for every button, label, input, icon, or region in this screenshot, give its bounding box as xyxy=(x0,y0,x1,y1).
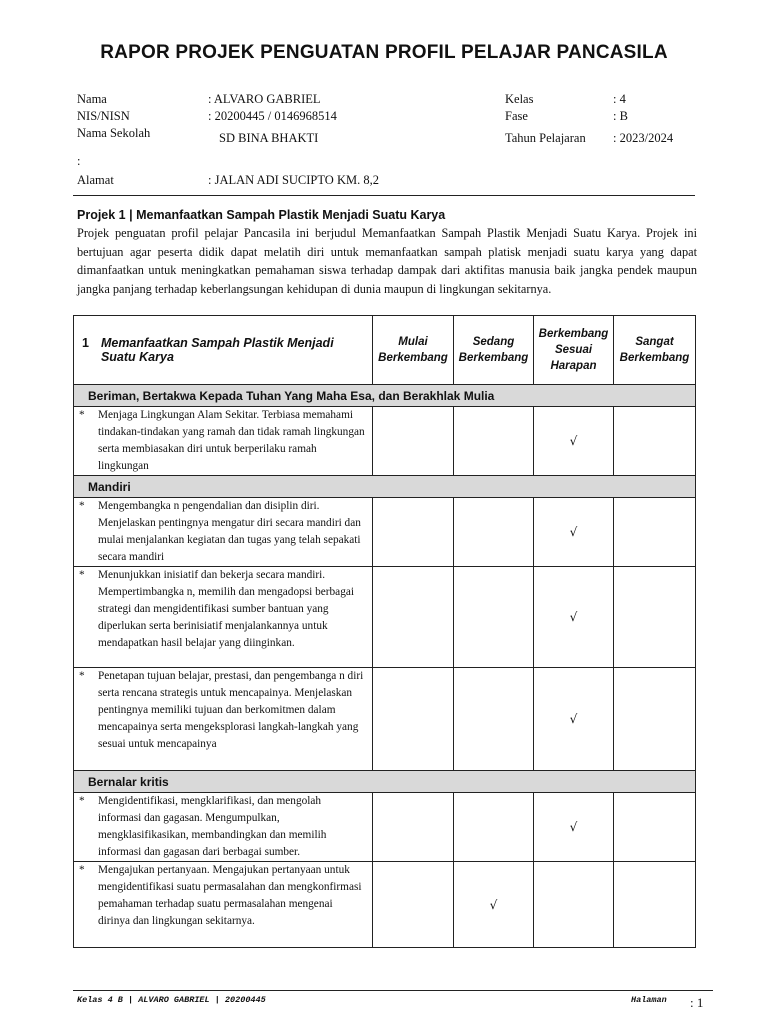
page-number: : 1 xyxy=(690,995,704,1010)
project-heading: Projek 1 | Memanfaatkan Sampah Plastik Menjadi Suatu Karya xyxy=(77,208,446,222)
item-text: Menjaga Lingkungan Alam Sekitar. Terbiasa memahami tindakan-tindakan yang ramah dan tidak ramah lingkungan serta membiasakan diri untuk berperilaku ramah lingkungan xyxy=(98,409,365,472)
item-text: Mengajukan pertanyaan. Mengajukan pertanyaan untuk mengidentifikasi suatu permasalahan dan mengkonfirmasi pemahaman terhadap suatu permasalahan mengenai dirinya dan lingkungan sekitarnya. xyxy=(98,864,362,927)
sekolah-colon: : xyxy=(77,154,81,168)
bullet: * xyxy=(79,670,85,682)
cell-mb xyxy=(373,567,454,668)
header-sedang-berkembang: Sedang Berkembang xyxy=(454,316,534,385)
footer-student-info: Kelas 4 B | ALVARO GABRIEL | 20200445 xyxy=(77,995,266,1005)
item-description xyxy=(74,407,373,476)
project-description: Projek penguatan profil pelajar Pancasila ini berjudul Memanfaatkan Sampah Plastik Menjadi Suatu Karya. Projek ini bertujuan agar peserta didik dapat melatih diri untuk memanfaatkan sampah platisk menjadi suatu karya yang dapat dimanfaatkan untuk meningkatkan pemahaman siswa terhadap dampak dari aktifitas manusia baik jangka pendek maupun jangka panjang terhadap keberlangsungan kehidupan di dunia maupun di lingkungan sekitarnya. xyxy=(77,226,697,296)
cell-mb xyxy=(373,862,454,948)
nisn-value: : 20200445 / 0146968514 xyxy=(208,109,337,123)
table-row xyxy=(74,793,696,862)
table-row xyxy=(74,668,696,771)
check-mark: √ xyxy=(534,498,614,567)
cell-sb xyxy=(454,567,534,668)
check-mark: √ xyxy=(534,407,614,476)
cell-sb xyxy=(454,668,534,771)
tahun-label: Tahun Pelajaran xyxy=(505,131,586,145)
header-mulai-berkembang: Mulai Berkembang xyxy=(373,316,454,385)
section-mandiri: Mandiri xyxy=(74,476,696,498)
item-text: Mengidentifikasi, mengklarifikasi, dan mengolah informasi dan gagasan. Mengumpulkan, mengklasifikasikan, membandingkan dan memilih informasi dan gagasan dari berbagai sumber. xyxy=(98,795,327,858)
bullet: * xyxy=(79,409,85,421)
check-mark: √ xyxy=(534,668,614,771)
cell-sb xyxy=(454,498,534,567)
cell-sb xyxy=(454,793,534,862)
kelas-value: : 4 xyxy=(613,92,626,106)
item-description xyxy=(74,567,373,668)
tahun-value: : 2023/2024 xyxy=(613,131,674,145)
identity-divider xyxy=(73,195,695,196)
bullet: * xyxy=(79,569,85,581)
section-row xyxy=(74,771,696,793)
header-sangat-berkembang: Sangat Berkembang xyxy=(614,316,696,385)
project-column-header xyxy=(74,316,373,385)
cell-sab xyxy=(614,793,696,862)
item-text: Penetapan tujuan belajar, prestasi, dan pengembanga n diri serta rencana strategis untuk mencapainya. Menjelaskan pentingnya memiliki tujuan dan berkomitmen dalam mencapainya serta mengeksplorasi langkah-langkah yang sesuai untuk mencapainya xyxy=(98,670,364,750)
item-description xyxy=(74,498,373,567)
cell-sab xyxy=(614,862,696,948)
sekolah-value: SD BINA BHAKTI xyxy=(219,131,319,145)
alamat-label: Alamat xyxy=(77,173,114,187)
bullet: * xyxy=(79,864,85,876)
cell-sab xyxy=(614,498,696,567)
cell-mb xyxy=(373,793,454,862)
cell-sb xyxy=(454,407,534,476)
cell-sab xyxy=(614,567,696,668)
kelas-label: Kelas xyxy=(505,92,534,106)
item-text: Mengembangka n pengendalian dan disiplin diri. Menjelaskan pentingnya mengatur diri secara mandiri dan mulai menjalankan kegiatan dan tugas yang telah sepakati secara mandiri xyxy=(98,500,361,563)
project-name: Memanfaatkan Sampah Plastik Menjadi Suatu Karya xyxy=(100,336,334,364)
bullet: * xyxy=(79,500,85,512)
table-row xyxy=(74,498,696,567)
item-text: Menunjukkan inisiatif dan bekerja secara mandiri. Mempertimbangka n, memilih dan mengadopsi berbagai strategi dan mengidentifikasi sumber bantuan yang diperlukan serta berinisiatif menjalankannya untuk mendapatkan hasil belajar yang diinginkan. xyxy=(98,569,354,649)
section-row xyxy=(74,385,696,407)
cell-sab xyxy=(614,407,696,476)
footer-divider xyxy=(73,990,713,991)
cell-bsh xyxy=(534,862,614,948)
fase-label: Fase xyxy=(505,109,528,123)
item-description xyxy=(74,793,373,862)
table-row xyxy=(74,407,696,476)
cell-mb xyxy=(373,668,454,771)
item-description xyxy=(74,668,373,771)
project-number: 1 xyxy=(82,336,89,350)
report-title: RAPOR PROJEK PENGUATAN PROFIL PELAJAR PANCASILA xyxy=(100,42,668,63)
nama-label: Nama xyxy=(77,92,107,106)
table-row xyxy=(74,567,696,668)
cell-mb xyxy=(373,498,454,567)
bullet: * xyxy=(79,795,85,807)
sekolah-label: Nama Sekolah xyxy=(77,126,151,140)
section-row xyxy=(74,476,696,498)
section-beriman: Beriman, Bertakwa Kepada Tuhan Yang Maha Esa, dan Berakhlak Mulia xyxy=(74,385,696,407)
item-description xyxy=(74,862,373,948)
check-mark: √ xyxy=(534,793,614,862)
assessment-table xyxy=(73,315,696,948)
nama-value: : ALVARO GABRIEL xyxy=(208,92,321,106)
cell-sab xyxy=(614,668,696,771)
header-berkembang-sesuai-harapan: Berkembang Sesuai Harapan xyxy=(534,316,614,385)
check-mark: √ xyxy=(454,862,534,948)
cell-mb xyxy=(373,407,454,476)
fase-value: : B xyxy=(613,109,628,123)
table-row xyxy=(74,862,696,948)
footer-page-label: Halaman xyxy=(631,995,667,1005)
nisn-label: NIS/NISN xyxy=(77,109,130,123)
table-header-row xyxy=(74,316,696,385)
section-bernalar-kritis: Bernalar kritis xyxy=(74,771,696,793)
alamat-value: : JALAN ADI SUCIPTO KM. 8,2 xyxy=(208,173,379,187)
check-mark: √ xyxy=(534,567,614,668)
